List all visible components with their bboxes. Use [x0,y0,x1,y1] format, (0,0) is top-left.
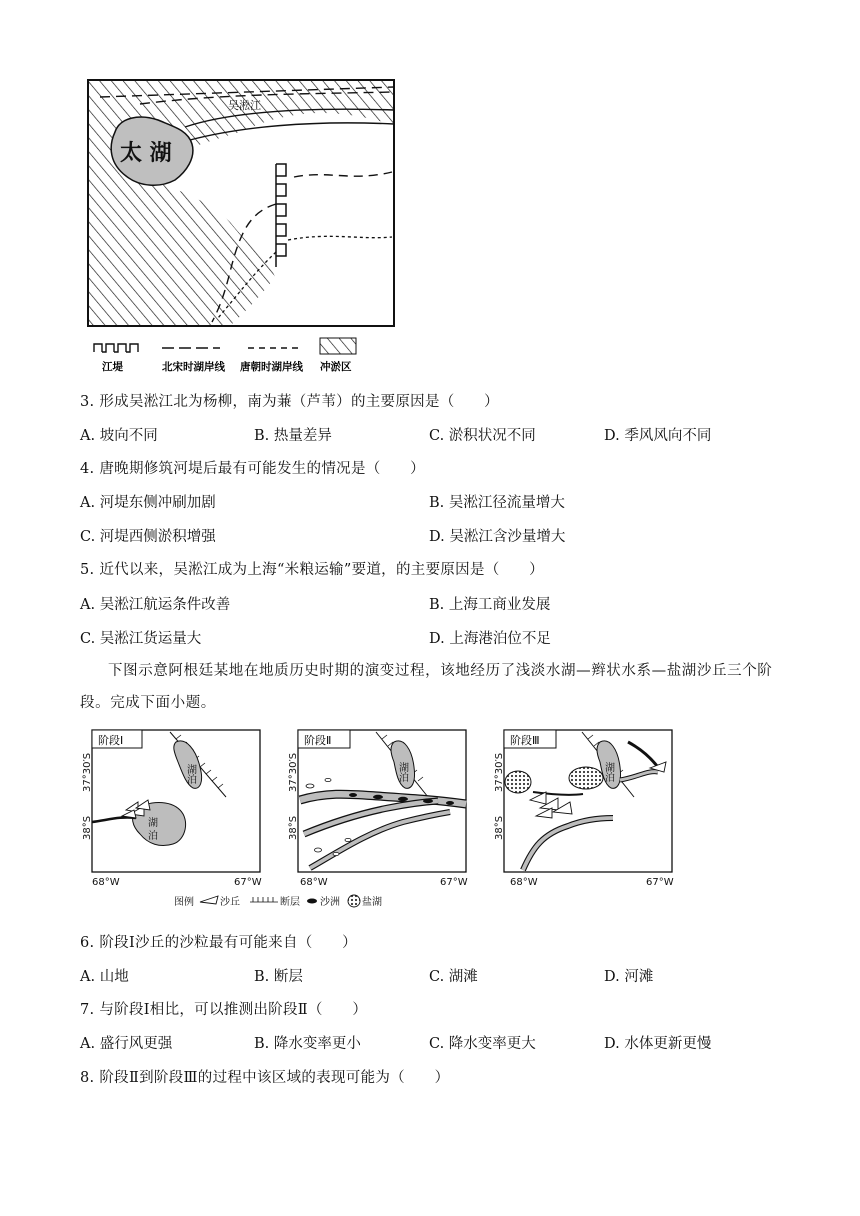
q4-option-d[interactable]: D. 吴淞江含沙量增大 [429,529,566,545]
q3-option-a[interactable]: A. 坡向不同 [80,428,158,444]
question-6-stem: 6. 阶段Ⅰ沙丘的沙粒最有可能来自（ ） [80,935,357,951]
salt-lake-west [505,771,531,793]
svg-text:沙洲: 沙洲 [320,897,340,908]
legend-label-dike: 江堤 [102,361,123,373]
panel-stage-1 [92,730,260,872]
svg-text:湖: 湖 [148,818,158,829]
svg-text:68°W: 68°W [510,877,538,888]
question-4-stem: 4. 唐晚期修筑河堤后最有可能发生的情况是（ ） [80,461,425,477]
q6-option-a[interactable]: A. 山地 [80,969,129,985]
legend-hatch-symbol [320,338,356,354]
svg-text:湖泊: 湖泊 [396,762,408,782]
legend-fault-symbol [250,897,278,902]
svg-text:盐湖: 盐湖 [362,897,382,908]
svg-text:泊: 泊 [148,831,158,842]
q4-option-b[interactable]: B. 吴淞江径流量增大 [429,495,565,511]
svg-text:67°W: 67°W [234,877,262,888]
stages-map [78,722,688,912]
question-5-stem: 5. 近代以来，吴淞江成为上海“米粮运输”要道，的主要原因是（ ） [80,562,544,578]
legend-salt-lake-symbol [348,895,360,907]
taihu-map [80,72,410,377]
svg-text:湖泊: 湖泊 [184,764,196,784]
q7-option-a[interactable]: A. 盛行风更强 [80,1036,173,1052]
svg-text:37°30′S: 37°30′S [288,752,299,792]
svg-text:阶段Ⅱ: 阶段Ⅱ [304,734,332,747]
svg-text:68°W: 68°W [92,877,120,888]
q7-option-c[interactable]: C. 降水变率更大 [429,1036,536,1052]
svg-text:38°S: 38°S [288,815,299,840]
taihu-label: 太 湖 [120,141,172,166]
svg-text:38°S: 38°S [82,815,93,840]
q7-option-b[interactable]: B. 降水变率更小 [254,1036,361,1052]
legend-dike-symbol [94,344,138,352]
q3-option-d[interactable]: D. 季风风向不同 [604,428,712,444]
intro-paragraph: 下图示意阿根廷某地在地质历史时期的演变过程，该地经历了浅淡水湖—辫状水系—盐湖沙丘三个阶段。完成下面小题。 [80,663,773,711]
svg-text:68°W: 68°W [300,877,328,888]
svg-text:沙丘: 沙丘 [220,897,240,908]
svg-text:67°W: 67°W [646,877,674,888]
svg-text:断层: 断层 [280,897,300,908]
q6-option-c[interactable]: C. 湖滩 [429,969,478,985]
legend-dune-symbol [200,896,218,904]
q3-option-c[interactable]: C. 淤积状况不同 [429,428,536,444]
legend-label-tang: 唐朝时湖岸线 [240,361,303,373]
q7-option-d[interactable]: D. 水体更新更慢 [604,1036,712,1052]
q4-option-c[interactable]: C. 河堤西侧淤积增强 [80,529,216,545]
q3-option-b[interactable]: B. 热量差异 [254,428,332,444]
q5-option-a[interactable]: A. 吴淞江航运条件改善 [80,597,231,613]
q6-option-d[interactable]: D. 河滩 [604,969,654,985]
svg-text:阶段Ⅰ: 阶段Ⅰ [98,734,124,747]
q4-option-a[interactable]: A. 河堤东侧冲刷加剧 [80,495,216,511]
question-7-stem: 7. 与阶段Ⅰ相比，可以推测出阶段Ⅱ（ ） [80,1002,368,1018]
map2-legend [174,895,382,908]
q6-option-b[interactable]: B. 断层 [254,969,303,985]
question-3-stem: 3. 形成吴淞江北为杨柳，南为蒹（芦苇）的主要原因是（ ） [80,394,499,410]
q5-option-d[interactable]: D. 上海港泊位不足 [429,631,551,647]
salt-lake-east [569,767,603,789]
legend-label-song: 北宋时湖岸线 [162,361,225,373]
svg-text:38°S: 38°S [494,815,505,840]
legend-sandbar-symbol [307,899,317,904]
q5-option-b[interactable]: B. 上海工商业发展 [429,597,551,613]
svg-text:阶段Ⅲ: 阶段Ⅲ [510,734,540,747]
panel-stage-2 [298,730,466,872]
q5-option-c[interactable]: C. 吴淞江货运量大 [80,631,202,647]
svg-text:37°30′S: 37°30′S [82,752,93,792]
river-dike [276,164,286,267]
svg-text:湖泊: 湖泊 [602,762,614,782]
river-label: 吴淞江 [228,99,261,112]
svg-text:67°W: 67°W [440,877,468,888]
question-8-stem: 8. 阶段Ⅱ到阶段Ⅲ的过程中该区域的表现可能为（ ） [80,1070,450,1086]
map1-legend [94,338,356,373]
legend-label-silt: 冲淤区 [320,361,352,373]
svg-text:图例: 图例 [174,897,194,908]
svg-text:37°30′S: 37°30′S [494,752,505,792]
panel-stage-3 [504,730,672,872]
